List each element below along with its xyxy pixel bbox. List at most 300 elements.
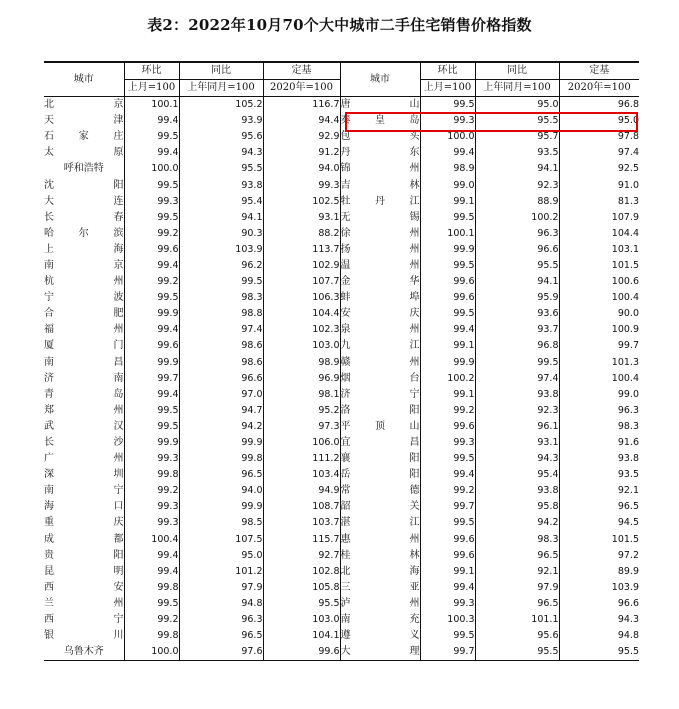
yoy-value: 90.3 [179, 226, 263, 242]
city-name: 银川 [44, 630, 124, 642]
yoy-value: 93.5 [475, 145, 559, 161]
mom-value: 100.0 [124, 644, 179, 661]
table-row [44, 161, 639, 177]
table-row [44, 644, 639, 661]
mom-value: 99.9 [124, 306, 179, 322]
table-row [44, 451, 639, 467]
yoy-value: 93.9 [179, 113, 263, 129]
table-row [44, 355, 639, 371]
city-name-cell [44, 177, 124, 193]
yoy-value: 95.6 [475, 628, 559, 644]
base-value: 91.6 [559, 435, 639, 451]
city-name-cell [44, 306, 124, 322]
city-name-cell [44, 564, 124, 580]
mom-value: 99.5 [124, 210, 179, 226]
city-name-cell [44, 129, 124, 145]
city-name: 三亚 [340, 581, 420, 593]
yoy-value: 96.5 [475, 596, 559, 612]
base-value: 97.3 [263, 419, 340, 435]
city-name: 兰州 [44, 597, 124, 609]
mom-value: 99.5 [124, 596, 179, 612]
mom-value: 99.8 [124, 467, 179, 483]
city-name: 西安 [44, 581, 124, 593]
mom-value: 99.5 [124, 403, 179, 419]
city-name: 唐山 [340, 99, 420, 111]
city-name: 吉林 [340, 179, 420, 191]
city-name-cell [340, 451, 420, 467]
header-yoy: 同比 [475, 62, 559, 80]
city-name: 宜昌 [340, 437, 420, 449]
header-base: 定基 [263, 62, 340, 80]
city-name: 桂林 [340, 549, 420, 561]
table-row [44, 419, 639, 435]
mom-value: 99.4 [124, 113, 179, 129]
city-name: 青岛 [44, 388, 124, 400]
yoy-value: 94.1 [475, 274, 559, 290]
table-row [44, 177, 639, 193]
yoy-value: 98.3 [179, 290, 263, 306]
mom-value: 99.6 [420, 548, 475, 564]
base-value: 102.9 [263, 258, 340, 274]
city-name: 蚌埠 [340, 292, 420, 304]
city-name: 九江 [340, 340, 420, 352]
city-name: 南京 [44, 259, 124, 271]
table-row [44, 226, 639, 242]
city-name-cell [340, 290, 420, 306]
mom-value: 99.6 [124, 242, 179, 258]
city-name-cell [340, 548, 420, 564]
yoy-value: 97.6 [179, 644, 263, 661]
table-row [44, 306, 639, 322]
mom-value: 99.5 [420, 258, 475, 274]
base-value: 101.5 [559, 258, 639, 274]
table-row [44, 628, 639, 644]
yoy-value: 96.6 [179, 371, 263, 387]
yoy-value: 95.7 [475, 129, 559, 145]
mom-value: 98.9 [420, 161, 475, 177]
yoy-value: 105.2 [179, 97, 263, 114]
city-name-cell [44, 548, 124, 564]
base-value: 106.3 [263, 290, 340, 306]
base-value: 89.9 [559, 564, 639, 580]
yoy-value: 94.3 [475, 451, 559, 467]
table-row [44, 338, 639, 354]
base-value: 105.8 [263, 580, 340, 596]
table-row [44, 194, 639, 210]
city-name: 北京 [44, 99, 124, 111]
city-name: 乌鲁木齐 [63, 646, 104, 658]
base-value: 95.0 [559, 113, 639, 129]
mom-value: 99.2 [420, 483, 475, 499]
mom-value: 99.7 [420, 644, 475, 661]
subheader-yoy: 上年同月=100 [475, 80, 559, 97]
city-name-cell [44, 467, 124, 483]
table-row [44, 467, 639, 483]
yoy-value: 94.3 [179, 145, 263, 161]
city-name-cell [340, 435, 420, 451]
yoy-value: 88.9 [475, 194, 559, 210]
table-row [44, 532, 639, 548]
city-name: 锦州 [340, 163, 420, 175]
city-name-cell [44, 161, 124, 177]
city-name-cell [340, 371, 420, 387]
mom-value: 99.5 [420, 515, 475, 531]
base-value: 116.7 [263, 97, 340, 114]
base-value: 98.3 [559, 419, 639, 435]
base-value: 93.1 [263, 210, 340, 226]
base-value: 99.0 [559, 387, 639, 403]
base-value: 95.5 [559, 644, 639, 661]
city-name-cell [44, 387, 124, 403]
yoy-value: 93.8 [475, 387, 559, 403]
header-mom: 环比 [420, 62, 475, 80]
base-value: 102.8 [263, 564, 340, 580]
mom-value: 99.9 [124, 355, 179, 371]
base-value: 100.4 [559, 290, 639, 306]
city-name-cell [340, 258, 420, 274]
city-name-cell [44, 371, 124, 387]
mom-value: 99.5 [124, 129, 179, 145]
table-row [44, 435, 639, 451]
city-name: 南昌 [44, 356, 124, 368]
yoy-value: 96.5 [179, 628, 263, 644]
city-name: 泸州 [340, 597, 420, 609]
city-name-cell [340, 483, 420, 499]
yoy-value: 100.2 [475, 210, 559, 226]
city-name: 无锡 [340, 211, 420, 223]
mom-value: 99.5 [124, 177, 179, 193]
base-value: 103.0 [263, 612, 340, 628]
base-value: 97.8 [559, 129, 639, 145]
yoy-value: 95.0 [475, 97, 559, 114]
base-value: 115.7 [263, 532, 340, 548]
base-value: 100.4 [559, 371, 639, 387]
table-row [44, 242, 639, 258]
base-value: 94.0 [263, 161, 340, 177]
city-name-cell [44, 612, 124, 628]
base-value: 102.3 [263, 322, 340, 338]
table-row [44, 596, 639, 612]
yoy-value: 94.1 [179, 210, 263, 226]
city-name: 上海 [44, 243, 124, 255]
yoy-value: 92.1 [475, 564, 559, 580]
yoy-value: 94.7 [179, 403, 263, 419]
table-row [44, 499, 639, 515]
city-name-cell [44, 145, 124, 161]
yoy-value: 94.2 [475, 515, 559, 531]
city-name-cell [44, 113, 124, 129]
city-name: 大理 [340, 646, 420, 658]
mom-value: 99.8 [124, 628, 179, 644]
city-name-cell [340, 129, 420, 145]
base-value: 91.2 [263, 145, 340, 161]
table-row [44, 387, 639, 403]
base-value: 99.7 [559, 338, 639, 354]
city-name-cell [44, 355, 124, 371]
yoy-value: 96.5 [475, 548, 559, 564]
city-name: 平顶山 [340, 420, 420, 432]
city-name-cell [340, 177, 420, 193]
city-header-right: 城市 [340, 62, 420, 97]
table-row [44, 371, 639, 387]
mom-value: 99.4 [124, 145, 179, 161]
base-value: 111.2 [263, 451, 340, 467]
city-name: 郑州 [44, 404, 124, 416]
mom-value: 99.3 [420, 596, 475, 612]
base-value: 97.4 [559, 145, 639, 161]
yoy-value: 97.9 [179, 580, 263, 596]
mom-value: 99.4 [124, 258, 179, 274]
subheader-yoy: 上年同月=100 [179, 80, 263, 97]
city-name-cell [44, 97, 124, 114]
base-value: 99.6 [263, 644, 340, 661]
base-value: 95.2 [263, 403, 340, 419]
city-name-cell [340, 612, 420, 628]
yoy-value: 103.9 [179, 242, 263, 258]
mom-value: 99.2 [124, 226, 179, 242]
mom-value: 99.5 [124, 290, 179, 306]
city-name-cell [44, 451, 124, 467]
city-name: 金华 [340, 276, 420, 288]
mom-value: 99.5 [124, 419, 179, 435]
yoy-value: 98.5 [179, 515, 263, 531]
city-name: 宁波 [44, 292, 124, 304]
base-value: 108.7 [263, 499, 340, 515]
table-row [44, 322, 639, 338]
city-name: 成都 [44, 533, 124, 545]
mom-value: 100.3 [420, 612, 475, 628]
city-name: 长春 [44, 211, 124, 223]
base-value: 92.1 [559, 483, 639, 499]
mom-value: 99.3 [124, 194, 179, 210]
table-row [44, 274, 639, 290]
city-name: 北海 [340, 565, 420, 577]
city-name-cell [340, 564, 420, 580]
table-row [44, 612, 639, 628]
yoy-value: 97.4 [179, 322, 263, 338]
mom-value: 99.6 [420, 532, 475, 548]
yoy-value: 93.8 [475, 483, 559, 499]
base-value: 100.6 [559, 274, 639, 290]
page-title: 表2：2022年10月70个大中城市二手住宅销售价格指数 [147, 16, 532, 34]
city-name-cell [340, 306, 420, 322]
mom-value: 99.5 [420, 306, 475, 322]
city-name-cell [44, 242, 124, 258]
mom-value: 99.6 [420, 419, 475, 435]
city-name-cell [44, 210, 124, 226]
mom-value: 99.9 [124, 435, 179, 451]
yoy-value: 101.2 [179, 564, 263, 580]
base-value: 98.9 [263, 355, 340, 371]
header-mom: 环比 [124, 62, 179, 80]
city-name: 广州 [44, 453, 124, 465]
yoy-value: 95.4 [475, 467, 559, 483]
city-name: 惠州 [340, 533, 420, 545]
table-row [44, 564, 639, 580]
base-value: 103.4 [263, 467, 340, 483]
base-value: 92.5 [559, 161, 639, 177]
city-name: 丹东 [340, 147, 420, 159]
table-row [44, 97, 639, 114]
table-row [44, 580, 639, 596]
yoy-value: 94.2 [179, 419, 263, 435]
base-value: 104.4 [559, 226, 639, 242]
city-name: 合肥 [44, 308, 124, 320]
city-name-cell [340, 467, 420, 483]
city-name-cell [44, 499, 124, 515]
mom-value: 99.5 [420, 451, 475, 467]
city-name: 赣州 [340, 356, 420, 368]
mom-value: 100.1 [124, 97, 179, 114]
yoy-value: 92.3 [475, 177, 559, 193]
city-name: 泉州 [340, 324, 420, 336]
city-name: 秦皇岛 [340, 115, 420, 127]
city-name-cell [340, 532, 420, 548]
city-name-cell [340, 580, 420, 596]
base-value: 90.0 [559, 306, 639, 322]
table-body [44, 97, 639, 661]
base-value: 88.2 [263, 226, 340, 242]
mom-value: 99.7 [420, 499, 475, 515]
base-value: 92.7 [263, 548, 340, 564]
mom-value: 99.6 [420, 274, 475, 290]
city-name: 深圳 [44, 469, 124, 481]
mom-value: 99.4 [420, 580, 475, 596]
mom-value: 99.1 [420, 564, 475, 580]
city-name: 海口 [44, 501, 124, 513]
yoy-value: 96.8 [475, 338, 559, 354]
city-name: 呼和浩特 [63, 163, 104, 175]
mom-value: 99.4 [420, 322, 475, 338]
base-value: 101.3 [559, 355, 639, 371]
yoy-value: 101.1 [475, 612, 559, 628]
yoy-value: 107.5 [179, 532, 263, 548]
base-value: 99.3 [263, 177, 340, 193]
mom-value: 99.3 [124, 499, 179, 515]
yoy-value: 94.1 [475, 161, 559, 177]
city-name: 韶关 [340, 501, 420, 513]
table-row [44, 113, 639, 129]
base-value: 104.4 [263, 306, 340, 322]
mom-value: 99.3 [124, 451, 179, 467]
header-base: 定基 [559, 62, 639, 80]
city-name-cell [340, 387, 420, 403]
subheader-mom: 上月=100 [420, 80, 475, 97]
city-name-cell [44, 628, 124, 644]
yoy-value: 99.5 [475, 355, 559, 371]
city-name: 天津 [44, 115, 124, 127]
mom-value: 99.9 [420, 355, 475, 371]
base-value: 94.8 [559, 628, 639, 644]
mom-value: 99.5 [420, 210, 475, 226]
city-name-cell [340, 322, 420, 338]
city-name-cell [340, 628, 420, 644]
mom-value: 99.7 [124, 371, 179, 387]
city-name: 太原 [44, 147, 124, 159]
yoy-value: 98.8 [179, 306, 263, 322]
city-name-cell [340, 226, 420, 242]
yoy-value: 99.9 [179, 435, 263, 451]
base-value: 96.3 [559, 403, 639, 419]
city-name-cell [340, 242, 420, 258]
yoy-value: 95.5 [179, 161, 263, 177]
base-value: 103.1 [559, 242, 639, 258]
base-value: 94.9 [263, 483, 340, 499]
city-name-cell [340, 338, 420, 354]
city-name: 洛阳 [340, 404, 420, 416]
subheader-base: 2020年=100 [559, 80, 639, 97]
base-value: 93.5 [559, 467, 639, 483]
city-name-cell [340, 644, 420, 661]
yoy-value: 96.5 [179, 467, 263, 483]
yoy-value: 95.5 [475, 258, 559, 274]
city-name: 济宁 [340, 388, 420, 400]
base-value: 104.1 [263, 628, 340, 644]
city-name: 包头 [340, 131, 420, 143]
table-row [44, 145, 639, 161]
city-name-cell [340, 194, 420, 210]
base-value: 81.3 [559, 194, 639, 210]
base-value: 92.9 [263, 129, 340, 145]
city-name-cell [44, 483, 124, 499]
base-value: 103.9 [559, 580, 639, 596]
base-value: 95.5 [263, 596, 340, 612]
city-name-cell [340, 419, 420, 435]
city-name-cell [340, 210, 420, 226]
city-name-cell [44, 194, 124, 210]
city-name: 重庆 [44, 517, 124, 529]
base-value: 103.7 [263, 515, 340, 531]
base-value: 107.9 [559, 210, 639, 226]
city-name: 大连 [44, 195, 124, 207]
city-name: 西宁 [44, 614, 124, 626]
base-value: 113.7 [263, 242, 340, 258]
table-row [44, 290, 639, 306]
mom-value: 100.0 [420, 129, 475, 145]
yoy-value: 98.6 [179, 338, 263, 354]
city-name: 福州 [44, 324, 124, 336]
yoy-value: 94.8 [179, 596, 263, 612]
mom-value: 99.1 [420, 338, 475, 354]
table-row [44, 483, 639, 499]
city-header-left: 城市 [44, 62, 124, 97]
yoy-value: 93.6 [475, 306, 559, 322]
yoy-value: 95.5 [475, 113, 559, 129]
city-name-cell [44, 515, 124, 531]
table-row [44, 548, 639, 564]
city-name-cell [44, 435, 124, 451]
city-name: 南充 [340, 614, 420, 626]
base-value: 91.0 [559, 177, 639, 193]
yoy-value: 98.6 [179, 355, 263, 371]
mom-value: 99.2 [124, 612, 179, 628]
base-value: 96.5 [559, 499, 639, 515]
mom-value: 99.3 [124, 515, 179, 531]
mom-value: 99.4 [124, 322, 179, 338]
yoy-value: 96.3 [179, 612, 263, 628]
base-value: 107.7 [263, 274, 340, 290]
base-value: 103.0 [263, 338, 340, 354]
yoy-value: 95.9 [475, 290, 559, 306]
header-yoy: 同比 [179, 62, 263, 80]
yoy-value: 93.7 [475, 322, 559, 338]
subheader-base: 2020年=100 [263, 80, 340, 97]
yoy-value: 95.8 [475, 499, 559, 515]
mom-value: 99.5 [420, 97, 475, 114]
city-name: 济南 [44, 372, 124, 384]
city-name-cell [340, 403, 420, 419]
mom-value: 99.4 [420, 467, 475, 483]
